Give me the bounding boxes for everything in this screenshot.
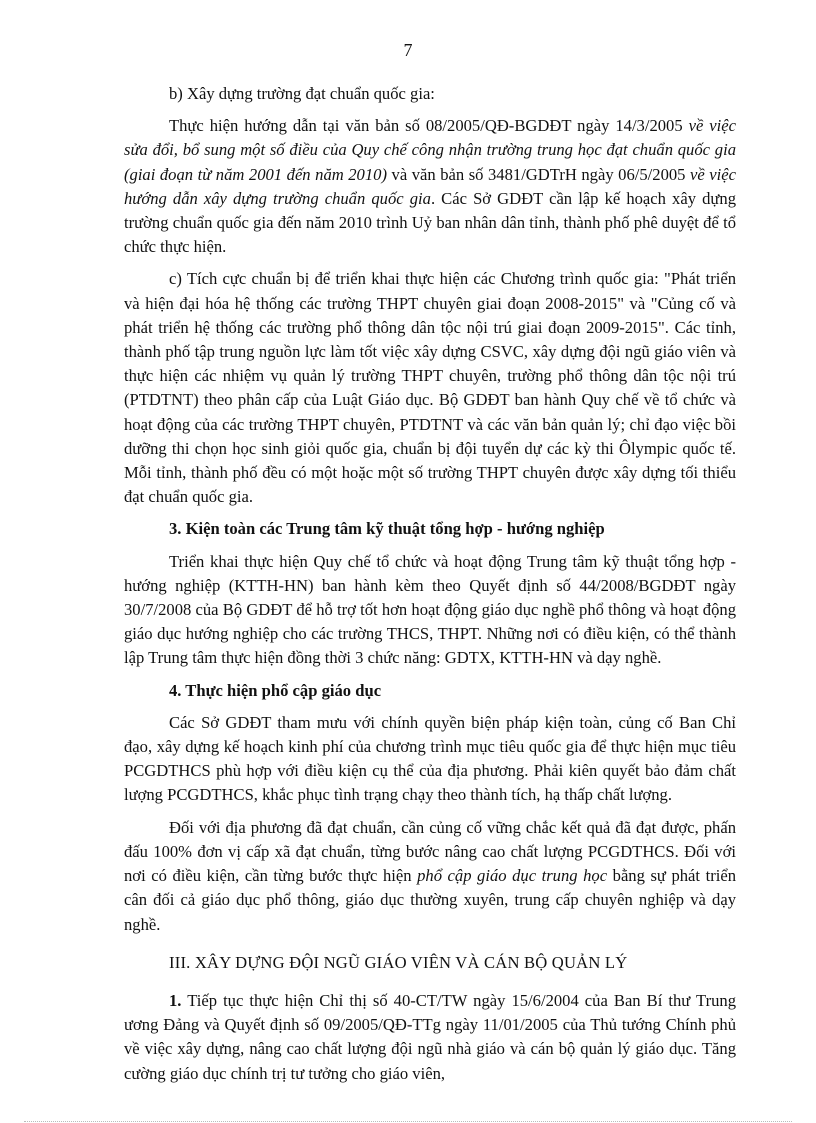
section-b-paragraph [124,114,736,259]
text-run: Thực hiện hướng dẫn tại văn bản số 08/2005/QĐ-BGDĐT ngày 14/3/2005 [169,116,689,136]
section-3-paragraph: Triển khai thực hiện Quy chế tổ chức và hoạt động Trung tâm kỹ thuật tổng hợp - hướng nghiệp (KTTH-HN) ban hành kèm theo Quyết định số 44/2008/BGDĐT ngày 30/7/2008 của Bộ GDĐT để hỗ trợ tốt hơn hoạt động giáo dục nghề phổ thông và hoạt động giáo dục hướng nghiệp cho các trường THCS, THPT. Những nơi có điều kiện, có thể thành lập Trung tâm thực hiện đồng thời 3 chức năng: GDTX, KTTH-HN và dạy nghề. [124,551,736,668]
section-c-paragraph: c) Tích cực chuẩn bị để triển khai thực hiện các Chương trình quốc gia: "Phát triển và hiện đại hóa hệ thống các trường THPT chuyên giai đoạn 2008-2015" và "Củng cố và phát triển hệ thống các trường phổ thông dân tộc nội trú giai đoạn 2009-2015". Các tỉnh, thành phố tập trung nguồn lực làm tốt việc xây dựng CSVC, xây dựng đội ngũ giáo viên và thực hiện các nhiệm vụ quản lý trường THPT chuyên, trường phổ thông dân tộc nội trú (PTDTNT) theo phân cấp của Luật Giáo dục. Bộ GDĐT ban hành Quy chế về tổ chức và hoạt động của các trường THPT chuyên, PTDTNT và các văn bản quản lý; chỉ đạo việc bồi dưỡng thi chọn học sinh giỏi quốc gia, chuẩn bị đội tuyển dự các kỳ thi Ôlympic quốc tế. Mỗi tỉnh, thành phố đều có một hoặc một số trường THPT chuyên được xây dựng tối thiểu đạt chuẩn quốc gia. [124,269,736,507]
section-4-heading: 4. Thực hiện phổ cập giáo dục [169,680,382,700]
section-4-paragraph-1: Các Sở GDĐT tham mưu với chính quyền biện pháp kiện toàn, củng cố Ban Chỉ đạo, xây dựng kế hoạch kinh phí của chương trình mục tiêu quốc gia để thực hiện mục tiêu PCGDTHCS phù hợp với điều kiện cụ thể của địa phương. Phải kiên quyết bảo đảm chất lượng PCGDTHCS, khắc phục tình trạng chạy theo thành tích, hạ thấp chất lượng. [124,712,736,805]
section-III-paragraph-1 [124,989,736,1086]
text-run: Tiếp tục thực hiện Chỉ thị số 40-CT/TW ngày 15/6/2004 của Ban Bí thư Trung ương Đảng và Quyết định số 09/2005/QĐ-TTg ngày 11/01/2005 của Thủ tướng Chính phủ về việc xây dựng, nâng cao chất lượng đội ngũ nhà giáo và cán bộ quản lý giáo dục. Tăng cường giáo dục chính trị tư tưởng cho giáo viên, [124,990,736,1083]
text-run: Đối với địa phương đã đạt chuẩn, cần củng cố vững chắc kết quả đã đạt được, phấn đấu 100% đơn vị cấp xã đạt chuẩn, từng bước nâng cao chất lượng PCGDTHCS. Đối với nơi có điều kiện, cần từng bước thực hiện [124,817,736,886]
text-run: . Các Sở GDĐT cần lập kế hoạch xây dựng trường chuẩn quốc gia đến năm 2010 trình Uỷ ban nhân dân tỉnh, thành phố phê duyệt để tổ chức thực hiện. [124,188,736,257]
document-body [124,82,736,1086]
section-III-heading: III. XÂY DỰNG ĐỘI NGŨ GIÁO VIÊN VÀ CÁN BỘ QUẢN LÝ [169,952,628,972]
section-b-heading: b) Xây dựng trường đạt chuẩn quốc gia: [169,84,435,103]
italic-run: về việc hướng dẫn xây dựng trường chuẩn quốc gia [124,164,736,208]
item-number: 1. [169,990,182,1010]
page-number: 7 [403,40,413,60]
text-run: bằng sự phát triển cân đối cả giáo dục phổ thông, giáo dục thường xuyên, trung cấp chuyên nghiệp và dạy nghề. [124,866,736,934]
text-run: và văn bản số 3481/GDTrH ngày 06/5/2005 [386,164,691,184]
section-3-heading: 3. Kiện toàn các Trung tâm kỹ thuật tổng hợp - hướng nghiệp [169,519,605,539]
italic-run: phổ cập giáo dục trung học [417,866,608,886]
italic-run: về việc sửa đổi, bổ sung một số điều của Quy chế công nhận trường trung học đạt chuẩn quốc gia (giai đoạn từ năm 2001 đến năm 2010) [124,116,736,184]
section-4-paragraph-2 [124,816,736,937]
page-bottom-rule [24,1121,792,1122]
